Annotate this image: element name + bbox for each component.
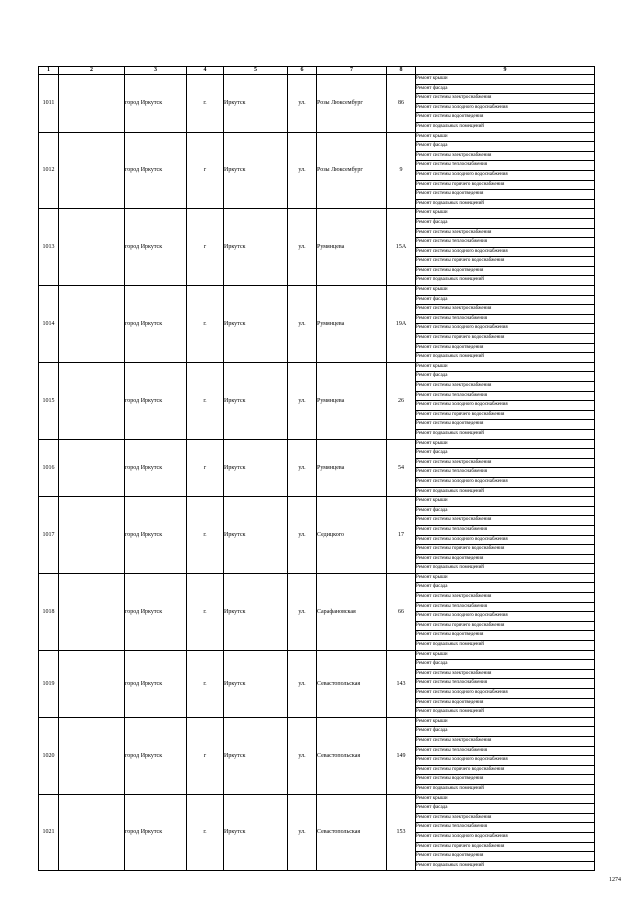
work-item: Ремонт системы холодного водоснабжения [416,401,595,411]
work-item: Ремонт подвальных помещений [416,199,595,209]
municipality-cell: город Иркутск [125,286,187,363]
work-item: Ремонт фасада [416,506,595,516]
street-type-cell: ул. [288,75,317,133]
municipality-cell: город Иркутск [125,717,187,794]
work-item: Ремонт системы электроснабжения [416,813,595,823]
col2-cell [59,650,125,717]
city-cell: Иркутск [224,209,288,286]
work-item: Ремонт подвальных помещений [416,429,595,439]
work-item: Ремонт системы электроснабжения [416,736,595,746]
work-item: Ремонт подвальных помещений [416,487,595,497]
work-item: Ремонт подвальных помещений [416,641,595,651]
house-number-cell: 9 [387,132,416,209]
table-row [39,209,595,219]
work-item: Ремонт системы электроснабжения [416,516,595,526]
city-cell: Иркутск [224,362,288,439]
work-item: Ремонт системы горячего водоснабжения [416,545,595,555]
row-number-cell: 1021 [39,794,59,871]
work-item: Ремонт фасада [416,449,595,459]
house-number-cell: 17 [387,497,416,574]
work-item: Ремонт системы теплоснабжения [416,238,595,248]
street-cell: Румянцева [317,362,387,439]
city-type-cell: г. [187,573,224,650]
col-header-3: 3 [125,67,187,75]
work-item: Ремонт системы теплоснабжения [416,525,595,535]
city-type-cell: г. [187,362,224,439]
work-item: Ремонт фасада [416,218,595,228]
work-item: Ремонт системы электроснабжения [416,151,595,161]
street-cell: Румянцева [317,209,387,286]
work-item: Ремонт системы теплоснабжения [416,602,595,612]
work-item: Ремонт крыши [416,573,595,583]
municipality-cell: город Иркутск [125,573,187,650]
work-item: Ремонт фасада [416,372,595,382]
municipality-cell: город Иркутск [125,132,187,209]
house-number-cell: 143 [387,650,416,717]
row-number-cell: 1014 [39,286,59,363]
work-item: Ремонт системы холодного водоснабжения [416,247,595,257]
col2-cell [59,573,125,650]
work-item: Ремонт системы горячего водоснабжения [416,257,595,267]
row-number-cell: 1017 [39,497,59,574]
col2-cell [59,132,125,209]
city-type-cell: г. [187,75,224,133]
work-item: Ремонт крыши [416,132,595,142]
row-number-cell: 1013 [39,209,59,286]
work-item: Ремонт фасада [416,583,595,593]
work-item: Ремонт системы холодного водоснабжения [416,756,595,766]
street-cell: Розы Люксембург [317,132,387,209]
work-item: Ремонт фасада [416,804,595,814]
work-item: Ремонт подвальных помещений [416,564,595,574]
page-number: 1274 [609,877,621,883]
work-item: Ремонт крыши [416,75,595,85]
house-number-cell: 26 [387,362,416,439]
work-item: Ремонт системы водоотведения [416,113,595,123]
col-header-2: 2 [59,67,125,75]
work-item: Ремонт системы теплоснабжения [416,679,595,689]
work-item: Ремонт системы электроснабжения [416,593,595,603]
city-cell: Иркутск [224,75,288,133]
work-item: Ремонт подвальных помещений [416,861,595,871]
street-cell: Седицкого [317,497,387,574]
house-number-cell: 15А [387,209,416,286]
street-type-cell: ул. [288,132,317,209]
street-type-cell: ул. [288,362,317,439]
street-type-cell: ул. [288,650,317,717]
work-item: Ремонт системы электроснабжения [416,458,595,468]
work-item: Ремонт системы холодного водоснабжения [416,689,595,699]
house-number-cell: 86 [387,75,416,133]
work-item: Ремонт системы холодного водоснабжения [416,832,595,842]
street-cell: Севастопольская [317,650,387,717]
street-cell: Румянцева [317,286,387,363]
work-item: Ремонт системы холодного водоснабжения [416,535,595,545]
work-item: Ремонт системы электроснабжения [416,228,595,238]
city-type-cell: г [187,717,224,794]
work-item: Ремонт подвальных помещений [416,708,595,718]
work-item: Ремонт системы водоотведения [416,343,595,353]
municipality-cell: город Иркутск [125,362,187,439]
row-number-cell: 1019 [39,650,59,717]
municipality-cell: город Иркутск [125,439,187,497]
work-item: Ремонт системы горячего водоснабжения [416,842,595,852]
row-number-cell: 1018 [39,573,59,650]
street-cell: Розы Люксембург [317,75,387,133]
city-type-cell: г. [187,286,224,363]
street-type-cell: ул. [288,497,317,574]
col2-cell [59,286,125,363]
street-cell: Севастопольская [317,717,387,794]
work-item: Ремонт системы водоотведения [416,190,595,200]
municipality-cell: город Иркутск [125,794,187,871]
work-item: Ремонт системы электроснабжения [416,382,595,392]
work-item: Ремонт системы холодного водоснабжения [416,477,595,487]
work-item: Ремонт фасада [416,727,595,737]
house-number-cell: 153 [387,794,416,871]
row-number-cell: 1011 [39,75,59,133]
work-item: Ремонт системы водоотведения [416,266,595,276]
table-row [39,573,595,583]
work-item: Ремонт подвальных помещений [416,353,595,363]
city-type-cell: г. [187,497,224,574]
work-item: Ремонт системы теплоснабжения [416,314,595,324]
street-type-cell: ул. [288,286,317,363]
col2-cell [59,497,125,574]
row-number-cell: 1012 [39,132,59,209]
work-item: Ремонт крыши [416,362,595,372]
work-item: Ремонт системы водоотведения [416,631,595,641]
work-item: Ремонт системы теплоснабжения [416,746,595,756]
street-cell: Сарафановская [317,573,387,650]
city-cell: Иркутск [224,794,288,871]
city-cell: Иркутск [224,717,288,794]
work-item: Ремонт крыши [416,209,595,219]
col2-cell [59,75,125,133]
work-item: Ремонт системы электроснабжения [416,305,595,315]
col2-cell [59,717,125,794]
header-row [39,67,595,75]
table-row [39,362,595,372]
work-item: Ремонт системы холодного водоснабжения [416,170,595,180]
table-row [39,794,595,804]
street-type-cell: ул. [288,573,317,650]
table-row [39,497,595,507]
work-item: Ремонт системы электроснабжения [416,669,595,679]
col-header-7: 7 [317,67,387,75]
table-body [39,75,595,871]
col-header-6: 6 [288,67,317,75]
work-item: Ремонт системы горячего водоснабжения [416,180,595,190]
work-item: Ремонт системы электроснабжения [416,94,595,104]
city-type-cell: г [187,439,224,497]
col2-cell [59,794,125,871]
house-number-cell: 66 [387,573,416,650]
city-cell: Иркутск [224,286,288,363]
work-item: Ремонт системы теплоснабжения [416,468,595,478]
street-type-cell: ул. [288,794,317,871]
work-item: Ремонт крыши [416,794,595,804]
work-item: Ремонт системы теплоснабжения [416,161,595,171]
table-row [39,717,595,727]
table-row [39,650,595,660]
col-header-1: 1 [39,67,59,75]
work-item: Ремонт системы водоотведения [416,698,595,708]
municipality-cell: город Иркутск [125,209,187,286]
work-item: Ремонт системы горячего водоснабжения [416,621,595,631]
work-item: Ремонт системы горячего водоснабжения [416,765,595,775]
work-item: Ремонт подвальных помещений [416,276,595,286]
city-type-cell: г. [187,794,224,871]
work-item: Ремонт системы водоотведения [416,852,595,862]
work-item: Ремонт системы горячего водоснабжения [416,334,595,344]
work-item: Ремонт подвальных помещений [416,122,595,132]
street-type-cell: ул. [288,439,317,497]
house-number-cell: 149 [387,717,416,794]
house-number-cell: 54 [387,439,416,497]
work-item: Ремонт крыши [416,650,595,660]
city-type-cell: г [187,132,224,209]
work-item: Ремонт фасада [416,84,595,94]
work-item: Ремонт системы холодного водоснабжения [416,612,595,622]
city-type-cell: г [187,209,224,286]
work-item: Ремонт фасада [416,142,595,152]
work-item: Ремонт крыши [416,439,595,449]
city-cell: Иркутск [224,439,288,497]
work-item: Ремонт системы холодного водоснабжения [416,103,595,113]
table-row [39,286,595,296]
city-cell: Иркутск [224,573,288,650]
work-item: Ремонт системы водоотведения [416,775,595,785]
street-type-cell: ул. [288,209,317,286]
house-number-cell: 19А [387,286,416,363]
work-item: Ремонт системы водоотведения [416,420,595,430]
col-header-9: 9 [416,67,595,75]
col2-cell [59,362,125,439]
city-cell: Иркутск [224,132,288,209]
col-header-4: 4 [187,67,224,75]
row-number-cell: 1020 [39,717,59,794]
col2-cell [59,439,125,497]
city-cell: Иркутск [224,650,288,717]
city-type-cell: г. [187,650,224,717]
municipality-cell: город Иркутск [125,650,187,717]
col-header-8: 8 [387,67,416,75]
work-item: Ремонт фасада [416,295,595,305]
program-table [38,66,595,871]
municipality-cell: город Иркутск [125,497,187,574]
table-row [39,439,595,449]
street-type-cell: ул. [288,717,317,794]
work-item: Ремонт подвальных помещений [416,784,595,794]
col2-cell [59,209,125,286]
street-cell: Румянцева [317,439,387,497]
work-item: Ремонт крыши [416,497,595,507]
row-number-cell: 1016 [39,439,59,497]
row-number-cell: 1015 [39,362,59,439]
street-cell: Севастопольская [317,794,387,871]
work-item: Ремонт фасада [416,660,595,670]
work-item: Ремонт системы холодного водоснабжения [416,324,595,334]
table-row [39,132,595,142]
work-item: Ремонт крыши [416,286,595,296]
col-header-5: 5 [224,67,288,75]
work-item: Ремонт системы водоотведения [416,554,595,564]
municipality-cell: город Иркутск [125,75,187,133]
work-item: Ремонт системы горячего водоснабжения [416,410,595,420]
city-cell: Иркутск [224,497,288,574]
work-item: Ремонт системы теплоснабжения [416,823,595,833]
work-item: Ремонт крыши [416,717,595,727]
table-row [39,75,595,85]
work-item: Ремонт системы теплоснабжения [416,391,595,401]
